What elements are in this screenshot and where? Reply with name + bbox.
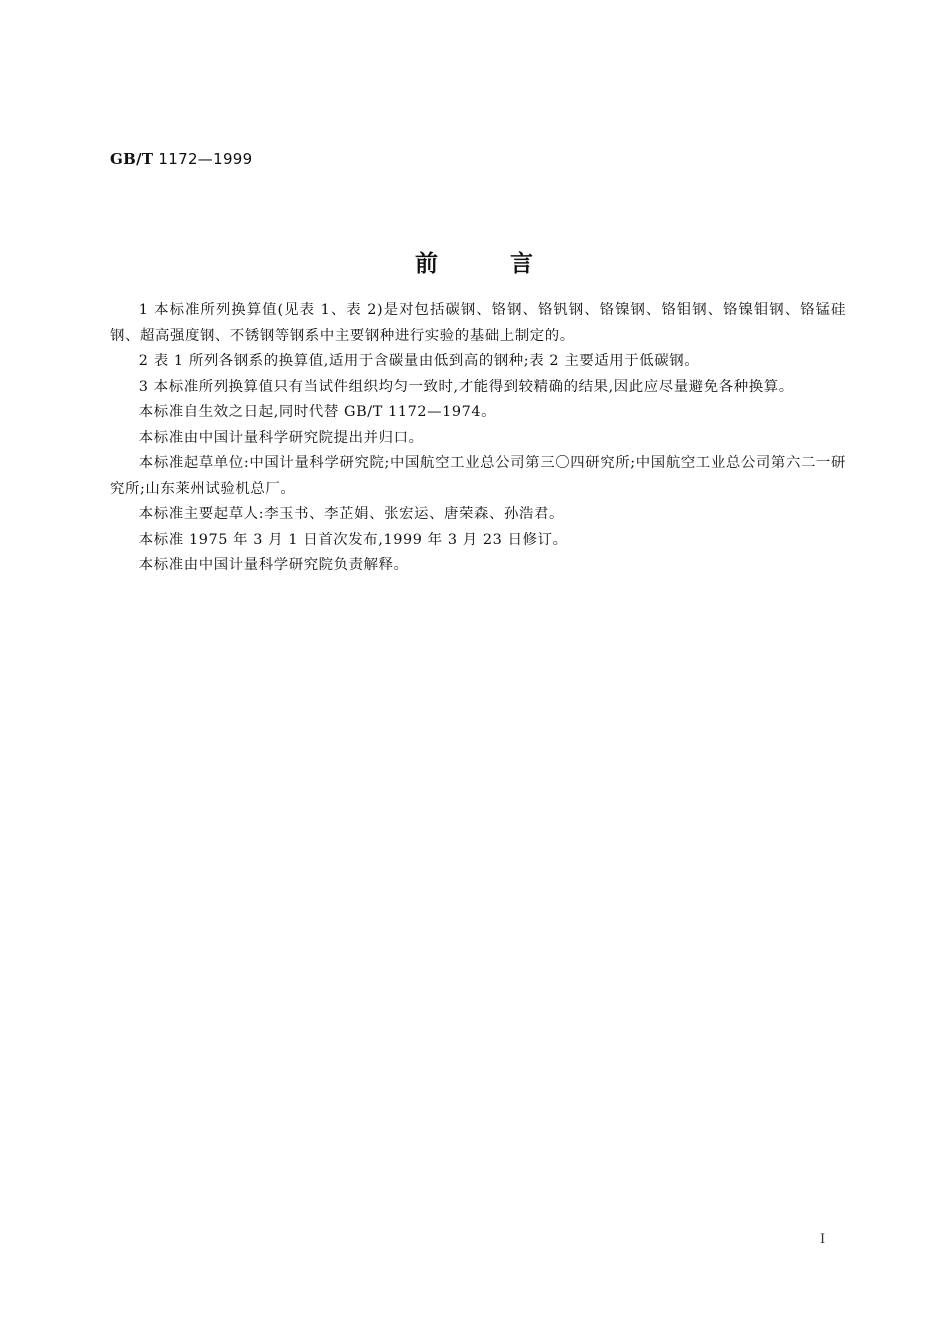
paragraph-history: 本标准 1975 年 3 月 1 日首次发布,1999 年 3 月 23 日修订。 [138,531,568,548]
title-char-2: 言 [510,250,535,277]
paragraph-1: 1 本标准所列换算值(见表 1、表 2)是对包括碳钢、铬钢、铬钒钢、铬镍钢、铬钼钢、铬镍钼钢、铬锰硅钢、超高强度钢、不锈钢等钢系中主要钢种进行实验的基础上制定的。 [110,302,846,344]
page-title [0,245,950,278]
title-char-1: 前 [415,250,440,277]
paragraph-2: 2 表 1 所列各钢系的换算值,适用于含碳量由低到高的钢种;表 2 主要适用于低碳钢。 [138,353,700,369]
standard-code [110,150,252,168]
paragraph-interpretation: 本标准由中国计量科学研究院负责解释。 [138,557,409,573]
foreword-body [110,298,846,579]
paragraph-supersede: 本标准自生效之日起,同时代替 GB/T 1172—1974。 [138,404,497,420]
page-number: I [820,1232,826,1247]
paragraph-3: 3 本标准所列换算值只有当试件组织均匀一致时,才能得到较精确的结果,因此应尽量避免各种换算。 [138,378,794,395]
standard-number: 1172—1999 [158,150,253,168]
standard-prefix: GB/T [110,150,154,168]
paragraph-drafting-units: 本标准起草单位:中国计量科学研究院;中国航空工业总公司第三〇四研究所;中国航空工业总公司第六二一研究所;山东莱州试验机总厂。 [110,455,846,497]
paragraph-proposer: 本标准由中国计量科学研究院提出并归口。 [138,429,424,446]
paragraph-drafters: 本标准主要起草人:李玉书、李芷娟、张宏运、唐荣森、孙浩君。 [138,506,564,522]
